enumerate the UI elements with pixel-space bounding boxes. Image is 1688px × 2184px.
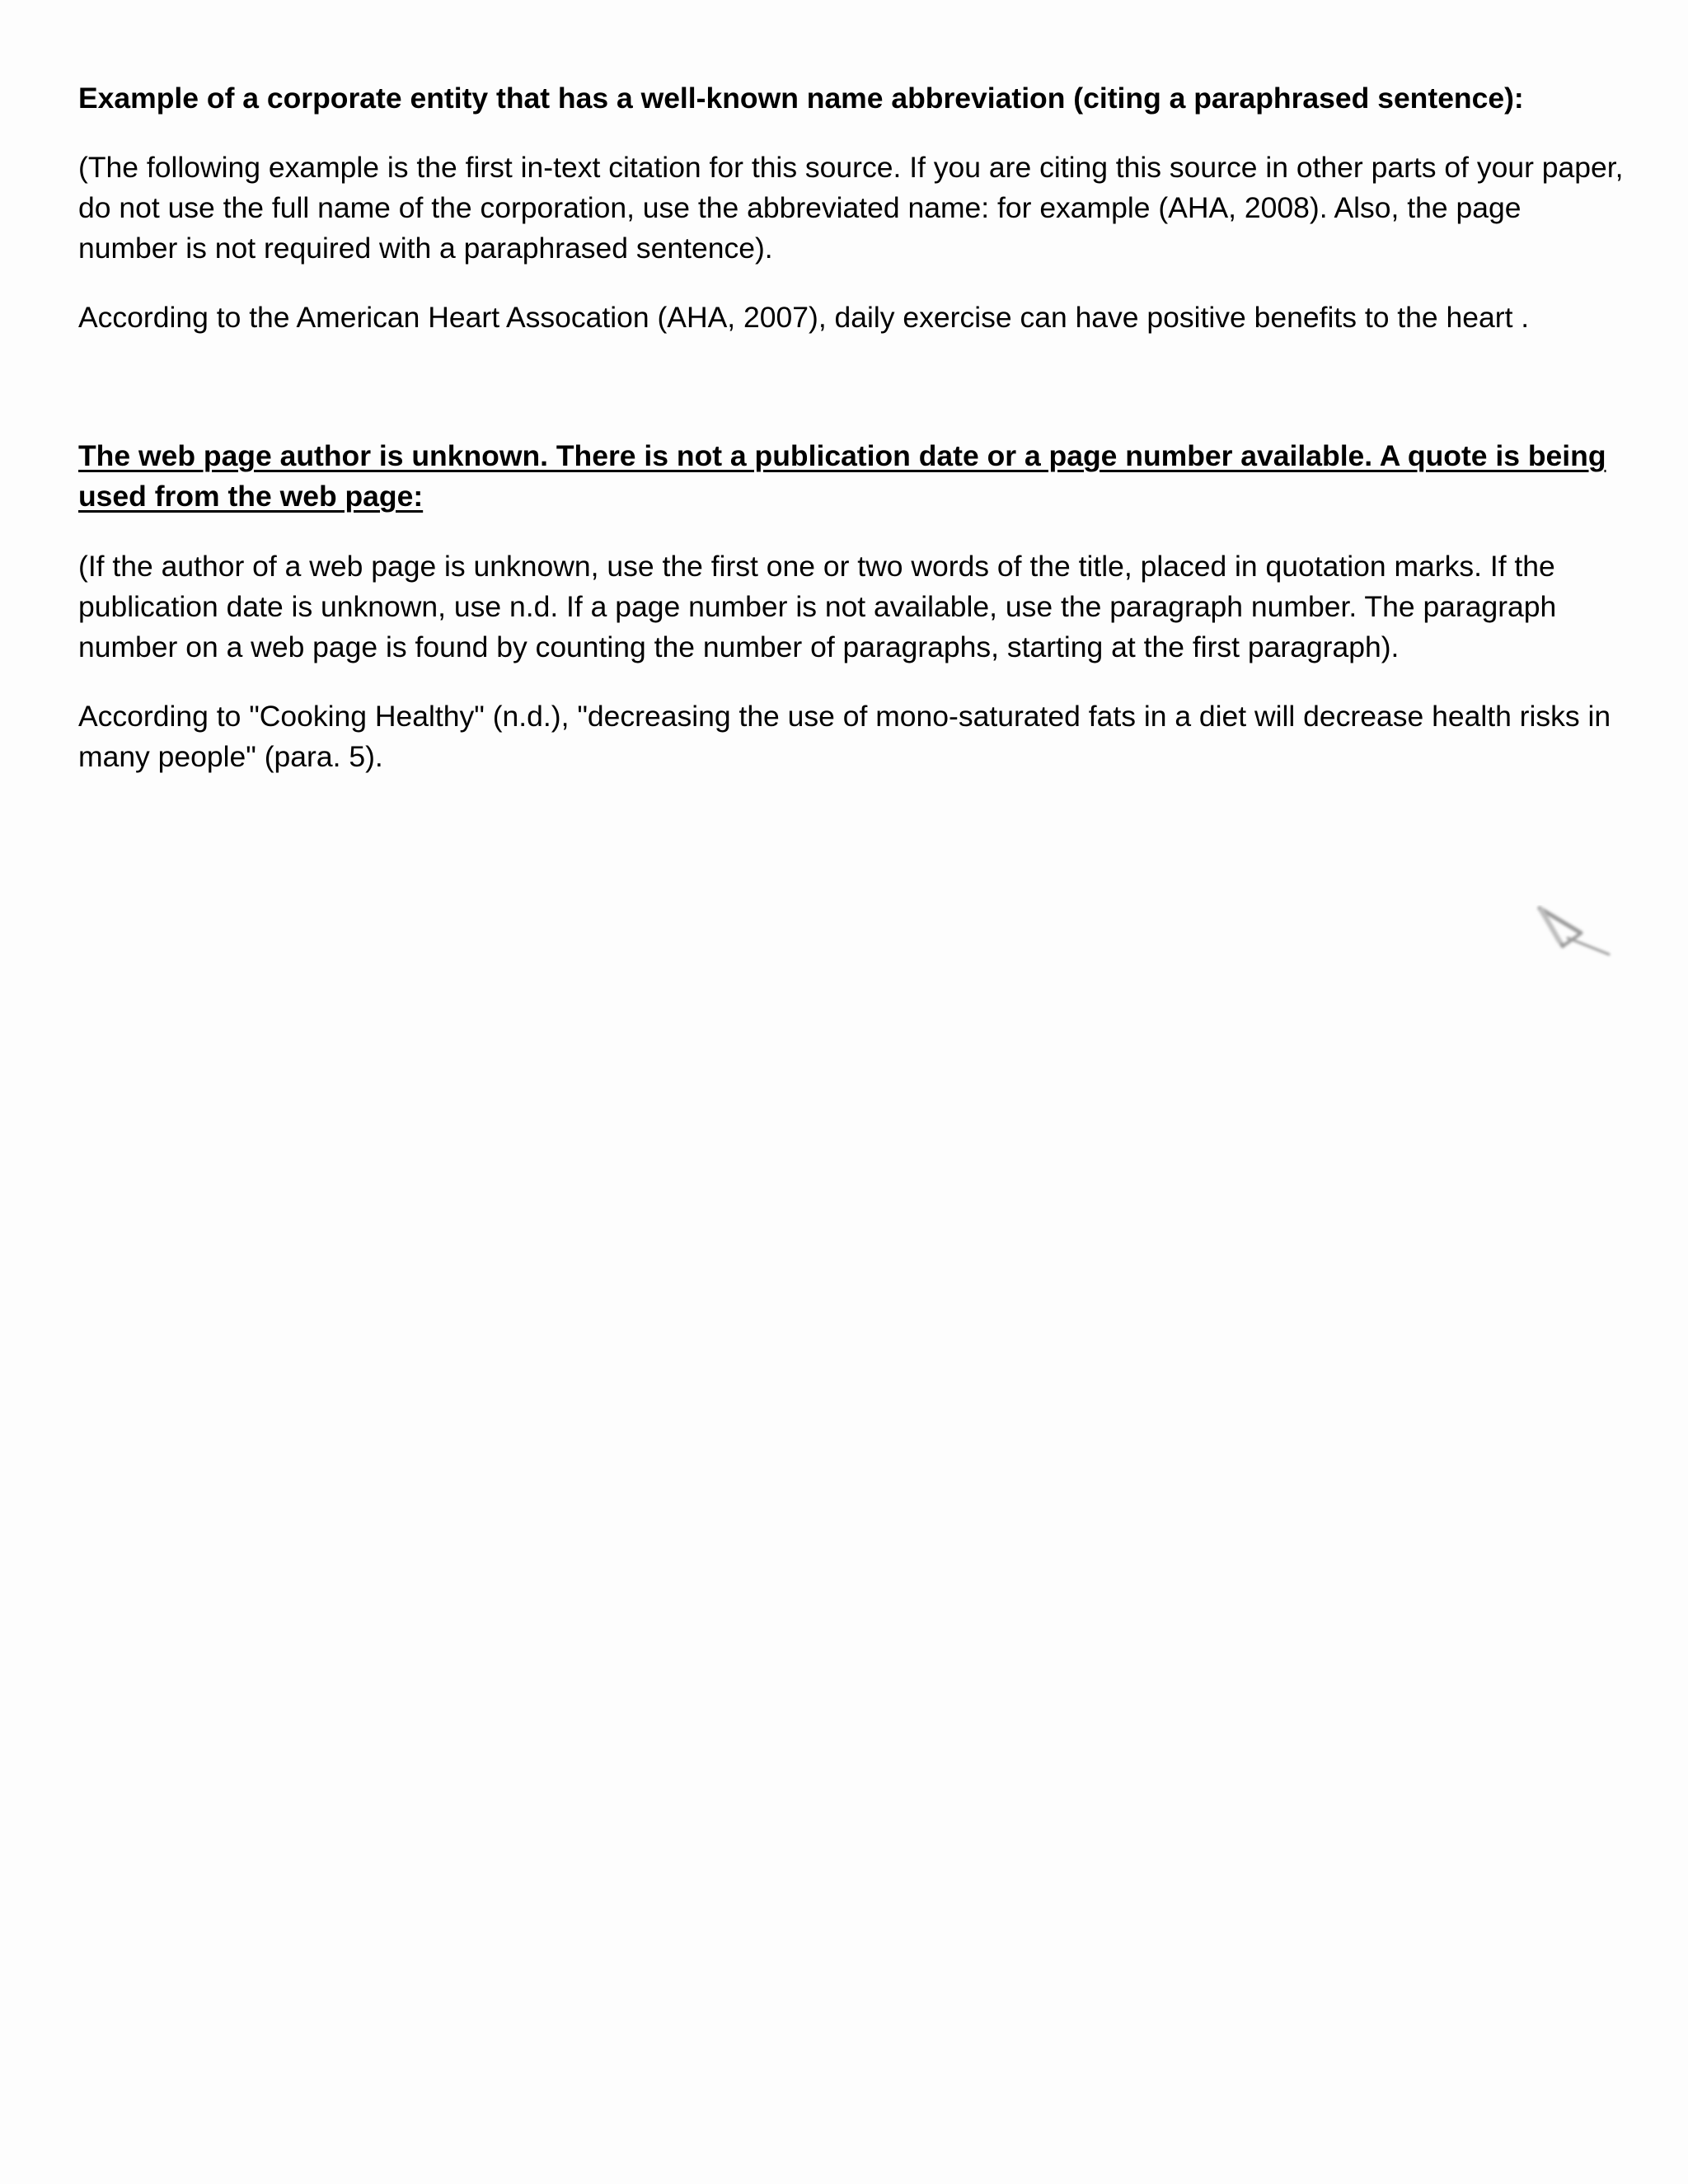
corporate-entity-note: (The following example is the first in-text citation for this source. If you are citing this source in other parts of your paper, do not use the full name of the corporation, use the abbreviated name: for example (AHA, 2008). Also, the page number is not required with a paraphrased sentence).: [78, 151, 1624, 265]
web-page-heading: The web page author is unknown. There is not a publication date or a page number available. A quote is being used from the web page:: [78, 439, 1606, 513]
pointer-arrow-icon: [1535, 905, 1614, 958]
web-page-example: According to "Cooking Healthy" (n.d.), "decreasing the use of mono-saturated fats in a diet will decrease health risks in many people" (para. 5).: [78, 700, 1611, 773]
corporate-entity-heading: Example of a corporate entity that has a well-known name abbreviation (citing a paraphrased sentence):: [78, 82, 1524, 115]
web-page-note: (If the author of a web page is unknown, use the first one or two words of the title, placed in quotation marks. If the publication date is unknown, use n.d. If a page number is not available, use the paragraph number. The paragraph number on a web page is found by counting the number of paragraphs, starting at the first paragraph).: [78, 550, 1557, 663]
corporate-entity-example: According to the American Heart Assocation (AHA, 2007), daily exercise can have positive benefits to the heart .: [78, 301, 1530, 334]
